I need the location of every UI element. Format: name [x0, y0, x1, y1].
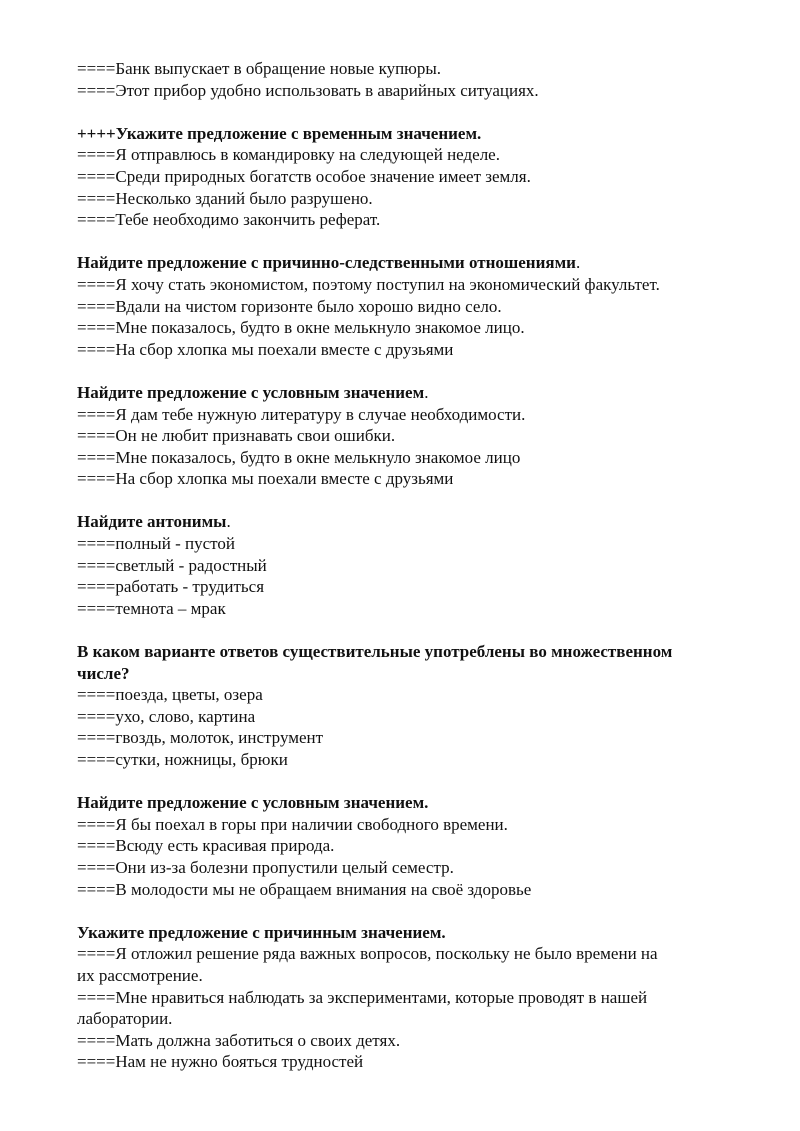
answer-option: ====На сбор хлопка мы поехали вместе с друзьями — [77, 339, 454, 359]
question-text: числе? — [77, 663, 130, 683]
answer-option: ====Среди природных богатств особое значение имеет земля. — [77, 166, 531, 186]
question-heading — [77, 792, 745, 814]
answer-option: ====Тебе необходимо закончить реферат. — [77, 210, 381, 230]
answer-option: ====полный - пустой — [77, 534, 235, 554]
answer-option: лаборатории. — [77, 1009, 173, 1029]
question-heading — [77, 641, 745, 663]
answer-option: ====Я отложил решение ряда важных вопросов, поскольку не было времени на — [77, 944, 658, 964]
answer-option: ====Я дам тебе нужную литературу в случае необходимости. — [77, 404, 526, 424]
answer-option: ====В молодости мы не обращаем внимания на своё здоровье — [77, 879, 532, 899]
question-text: Укажите предложение с причинным значением. — [77, 922, 446, 942]
answer-option: ====темнота – мрак — [77, 598, 226, 618]
answer-option: ====Банк выпускает в обращение новые купюры. — [77, 59, 442, 78]
answer-option: ====ухо, слово, картина — [77, 706, 256, 726]
answer-option: ====работать - трудиться — [77, 577, 265, 597]
answer-option: ====Я бы поехал в горы при наличии свободного времени. — [77, 814, 508, 834]
question-text: Найдите антонимы — [77, 512, 227, 532]
answer-option: ====гвоздь, молоток, инструмент — [77, 728, 324, 748]
paragraph-gap — [77, 900, 745, 922]
question-text: Найдите предложение с причинно-следственными отношениями — [77, 253, 576, 273]
question-heading — [77, 922, 745, 944]
question-text: Найдите предложение с условным значением. — [77, 793, 429, 813]
paragraph-gap — [77, 231, 745, 253]
answer-option: ====Несколько зданий было разрушено. — [77, 188, 373, 208]
question-heading — [77, 252, 745, 274]
question-heading — [77, 663, 745, 685]
answer-option: ====Нам не нужно бояться трудностей — [77, 1052, 364, 1072]
answer-option: ====Они из-за болезни пропустили целый семестр. — [77, 857, 454, 877]
answer-option: ====Мне показалось, будто в окне мелькнуло знакомое лицо. — [77, 318, 525, 338]
answer-option: ====Я отправлюсь в командировку на следующей неделе. — [77, 145, 500, 165]
answer-option: ====Мне нравиться наблюдать за экспериментами, которые проводят в нашей — [77, 987, 648, 1007]
answer-option: ====Он не любит признавать свои ошибки. — [77, 426, 396, 446]
paragraph-gap — [77, 360, 745, 382]
question-text: ++++Укажите предложение с временным значением. — [77, 123, 482, 143]
question-text: В каком варианте ответов существительные употреблены во множественном — [77, 642, 673, 662]
answer-option: ====поезда, цветы, озера — [77, 685, 263, 705]
answer-option: ====Всюду есть красивая природа. — [77, 836, 335, 856]
answer-option: ====Вдали на чистом горизонте было хорошо видно село. — [77, 296, 502, 316]
answer-option: их рассмотрение. — [77, 965, 203, 985]
question-text: Найдите предложение с условным значением — [77, 382, 425, 402]
paragraph-gap — [77, 490, 745, 512]
paragraph-gap — [77, 101, 745, 123]
paragraph-gap — [77, 619, 745, 641]
question-tail: . — [424, 382, 429, 402]
answer-option: ====На сбор хлопка мы поехали вместе с друзьями — [77, 469, 454, 489]
question-heading — [77, 382, 745, 404]
question-tail: . — [226, 512, 231, 532]
question-heading — [77, 511, 745, 533]
paragraph-gap — [77, 771, 745, 793]
answer-option: ====Я хочу стать экономистом, поэтому поступил на экономический факультет. — [77, 274, 660, 294]
question-tail: . — [575, 253, 581, 273]
answer-option: ====Мать должна заботиться о своих детях. — [77, 1030, 401, 1050]
answer-option: ====сутки, ножницы, брюки — [77, 750, 288, 769]
document-page — [77, 58, 745, 1073]
answer-option: ====Этот прибор удобно использовать в аварийных ситуациях. — [77, 80, 539, 100]
answer-option: ====светлый - радостный — [77, 555, 267, 575]
question-heading — [77, 123, 745, 145]
answer-option: ====Мне показалось, будто в окне мелькнуло знакомое лицо — [77, 447, 521, 467]
